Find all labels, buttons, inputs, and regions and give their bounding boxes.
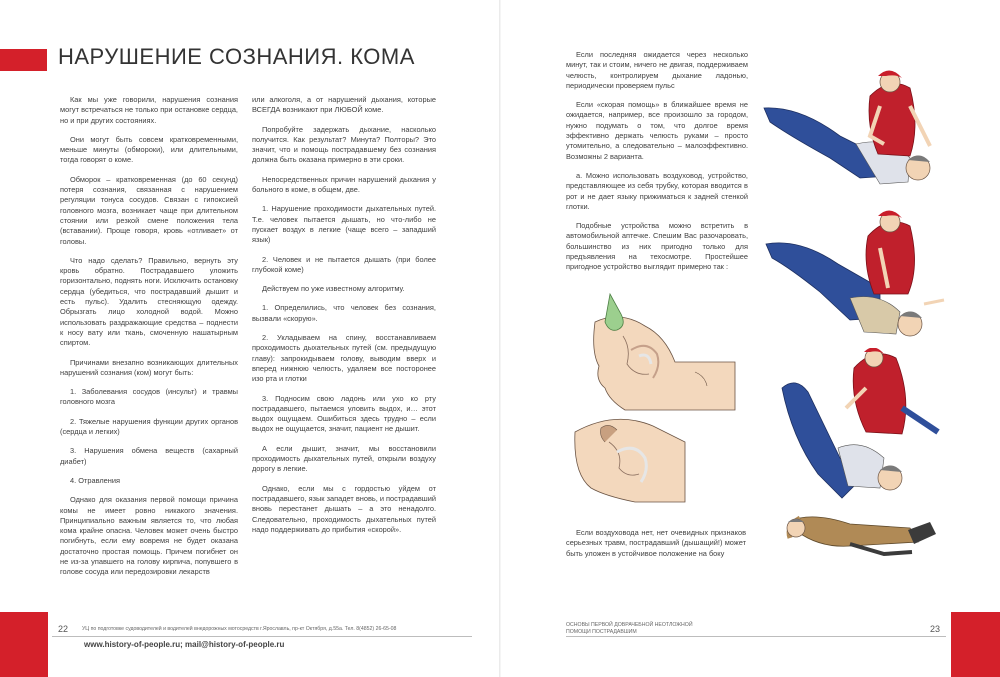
paragraph: Как мы уже говорили, нарушения сознания могут встречаться не только при остановке сердца, но и при других состояниях. [60, 95, 238, 125]
paragraph: Если воздуховода нет, нет очевидных признаков серьезных травм, пострадавший (дышащий!) может быть уложен в устойчивое положение на боку [566, 528, 746, 558]
list-item: 1. Определились, что человек без сознания, вызвали «скорую». [252, 303, 436, 323]
text-column-3 [566, 50, 748, 282]
footer-red-tab-left [0, 612, 48, 677]
page-gutter [499, 0, 501, 677]
paragraph: Если «скорая помощь» в ближайшее время не ожидается, например, все произошло за городом, нужно подумать о том, что долгое время эффективно держать челюсть руками – просто утомительно, а следовательно – малоэффективно. Возможны 2 варианта. [566, 100, 748, 161]
paragraph: а. Можно использовать воздуховод, устройство, представляющее из себя трубку, которая вводится в рот и не дает языку прижиматься к задней стенкой глотки. [566, 170, 748, 211]
footer-rule-right [566, 636, 946, 637]
footer-book-title-2: ПОМОЩИ ПОСТРАДАВШИМ [566, 629, 637, 635]
list-item: 3. Нарушения обмена веществ (сахарный диабет) [60, 446, 238, 466]
footer-site-link[interactable]: www.history-of-people.ru; mail@history-of-people.ru [84, 640, 285, 649]
footer-org-text: УЦ по подготовке судоводителей и водителей внедорожных мотосредств г.Ярославль, пр-кт Октября, д.55а. Тел. 8(4852) 26-65-08 [82, 626, 397, 632]
paragraph: Если последняя ожидается через несколько минут, так и стоим, ничего не двигая, поддерживаем челюсть, контролируем дыхание ладонью, периодически проверяем пульс [566, 50, 748, 90]
paragraph: Действуем по уже известному алгоритму. [262, 284, 405, 294]
title-red-tab [0, 49, 47, 71]
footer-red-tab-right [951, 612, 1000, 677]
text-column-2 [252, 95, 436, 544]
recovery-position-step-2 [760, 208, 950, 344]
paragraph: Попробуйте задержать дыхание, насколько получится. Как результат? Минута? Полторы? Это значит, что и помощь пострадавшему без сознания должна быть оказана примерно в эти сроки. [252, 124, 436, 165]
airway-panel-bottom [575, 419, 685, 502]
text-column-4 [566, 528, 746, 568]
list-item: 2. Тяжелые нарушения функции других органов (сердца и легких) [60, 416, 238, 437]
recovery-position-final [780, 508, 950, 560]
paragraph: Подобные устройства можно встретить в автомобильной аптечке. Спешим Вас разочаровать, большинство из них пригодно только для предъявления на техосмотре. Простейшее пригодное устройство выглядит примерно так : [566, 221, 748, 272]
paragraph: А если дышит, значит, мы восстановили проходимость дыхательных путей, открыли воздуху дорогу в легкие. [252, 443, 436, 474]
page-number-left: 22 [58, 624, 69, 634]
list-item: 2. Укладываем на спину, восстанавливаем проходимость дыхательных путей (см. предыдущую главу): запрокидываем голову, выводим вверх и вперед нижнюю челюсть, удаляем все посторонее изо рта и глотки [252, 333, 436, 384]
page-title: НАРУШЕНИЕ СОЗНАНИЯ. КОМА [58, 44, 415, 69]
paragraph: Однако для оказания первой помощи причина комы не имеет ровно никакого значения. Принципиально важным является то, что любая кома крайне опасна. Человек может очень быстро погибнуть, если ему вовремя не будет оказана достаточно простая помощь. Причем погибнет он не из-за упавшего на голову кирпича, попувшего в голове сосуда или передозировки лекарств [60, 495, 238, 577]
list-item: 1. Заболевания сосудов (инсульт) и травмы головного мозга [60, 387, 238, 407]
list-item: 3. Подносим свою ладонь или ухо ко рту пострадавшего, пытаемся уловить выдох, и… этот выдох ощущаем. Ошибиться здесь трудно – если выдох не ощущается, значит, пациент не дышит. [252, 393, 436, 434]
paragraph: Что надо сделать? Правильно, вернуть эту кровь обратно. Пострадавшего уложить горизонтально, поднять ноги. Исключить остановку сердца (убедиться, что пострадавший дышит и есть пульс). Удалить стесняющую одежду. Обрызгать лицо холодной водой. Можно использовать раздражающие средства – поднести к носу вату или ткань, смоченную нашатырным спиртом. [60, 255, 238, 348]
recovery-position-step-3 [762, 348, 952, 506]
page-number-right: 23 [930, 624, 941, 634]
paragraph: Обморок – кратковременная (до 60 секунд) потеря сознания, связанная с нарушением регуляции тонуса сосудов. Связан с гипоксией головного мозга, возникает чаще при длительном стоянии или резкой смене положения тела (вставании). Проще говоря, кровь «отливает» от головы. [60, 174, 238, 246]
paragraph: Они могут быть совсем кратковременными, меньше минуты (обмороки), или длительными, тогда говорят о коме. [60, 134, 238, 165]
list-item: 1. Нарушение проходимости дыхательных путей. Т.е. человек пытается дышать, но что-либо не пускает воздух в легкие (чаще всего – западший язык) [252, 204, 436, 245]
paragraph: или алкоголя, а от нарушений дыхания, которые ВСЕГДА возникают при ЛЮБОЙ коме. [252, 95, 436, 115]
footer-rule-left [52, 636, 472, 637]
airway-panel-top [594, 294, 735, 410]
footer-book-title-1: ОСНОВЫ ПЕРВОЙ ДОВРАЧЕБНОЙ НЕОТЛОЖНОЙ [566, 622, 693, 628]
recovery-position-step-1 [760, 66, 950, 194]
text-column-1 [60, 95, 238, 587]
airway-insertion-illustration [565, 292, 745, 514]
list-item: 2. Человек и не пытается дышать (при более глубокой коме) [252, 254, 436, 274]
paragraph: Причинами внезапно возникающих длительных нарушений сознания (ком) могут быть: [60, 357, 238, 377]
paragraph: Непосредственных причин нарушений дыхания у больного в коме, в общем, две. [252, 174, 436, 195]
list-item: 4. Отравления [70, 475, 120, 485]
paragraph: Однако, если мы с гордостью уйдем от пострадавшего, язык западет вновь, и пострадавший вновь перестанет дышать – а это ненадолго. Следовательно, проходимость дыхательных путей надо поддерживать до прибытия «скорой». [252, 483, 436, 534]
